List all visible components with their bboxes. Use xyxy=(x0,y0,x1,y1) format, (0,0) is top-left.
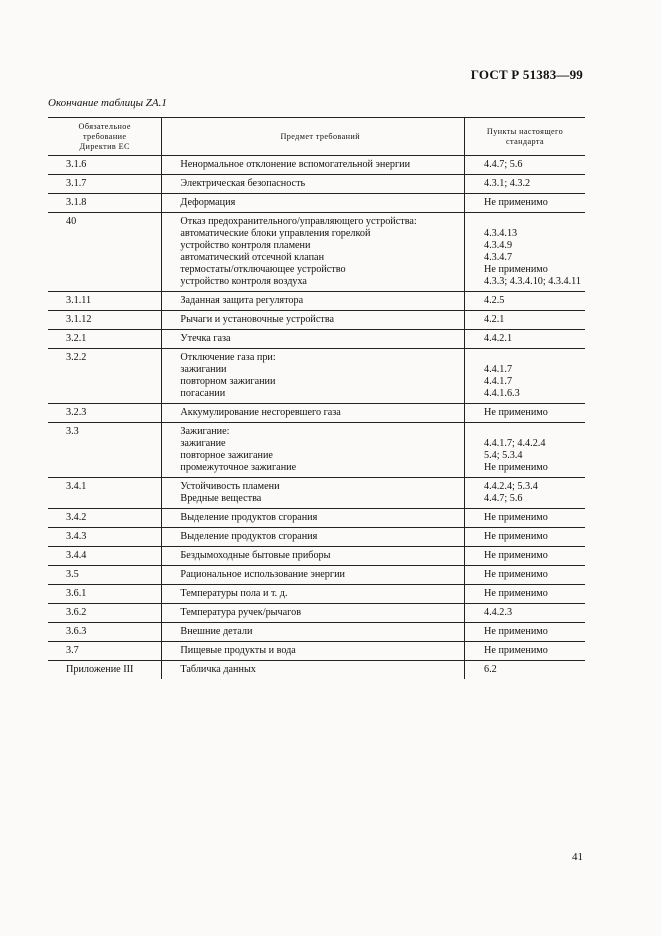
subject-cell-line: Заданная защита регулятора xyxy=(180,295,304,306)
page-number: 41 xyxy=(572,851,583,863)
subject-cell-line: Аккумулирование несгоревшего газа xyxy=(180,407,341,418)
subject-cell-line: автоматический отсечной клапан xyxy=(180,252,325,263)
subject-cell xyxy=(162,311,465,330)
clauses-cell-line: Не применимо xyxy=(484,197,548,208)
requirement-cell: Приложение III xyxy=(48,661,162,680)
table-caption: Окончание таблицы ZA.1 xyxy=(48,97,167,109)
table-row xyxy=(48,642,585,661)
requirement-cell: 3.1.6 xyxy=(48,156,162,175)
clauses-cell-line: 4.4.2.1 xyxy=(484,333,513,344)
subject-cell-line: Температура ручек/рычагов xyxy=(180,607,301,618)
clauses-cell xyxy=(465,404,585,423)
requirement-cell: 3.1.11 xyxy=(48,292,162,311)
clauses-cell xyxy=(465,423,585,478)
clauses-cell-line: Не применимо xyxy=(484,264,548,275)
clauses-cell-line: 4.4.1.7 xyxy=(484,376,513,387)
clauses-cell xyxy=(465,623,585,642)
clauses-cell xyxy=(465,175,585,194)
requirement-cell: 3.2.1 xyxy=(48,330,162,349)
subject-cell xyxy=(162,175,465,194)
subject-cell-line: зажигании xyxy=(180,364,227,375)
clauses-cell-line: Не применимо xyxy=(484,588,548,599)
requirement-cell: 3.4.1 xyxy=(48,478,162,509)
clauses-cell xyxy=(465,349,585,404)
clauses-cell-line: 4.3.4.13 xyxy=(484,228,518,239)
subject-cell-line: Выделение продуктов сгорания xyxy=(180,531,318,542)
clauses-cell xyxy=(465,661,585,680)
subject-cell xyxy=(162,404,465,423)
subject-cell-line: Температуры пола и т. д. xyxy=(180,588,288,599)
subject-cell-line: автоматические блоки управления горелкой xyxy=(180,228,371,239)
document-code: ГОСТ Р 51383—99 xyxy=(470,67,583,82)
subject-cell xyxy=(162,423,465,478)
subject-cell-line: Табличка данных xyxy=(180,664,256,675)
clauses-cell-line: Не применимо xyxy=(484,512,548,523)
requirement-cell: 3.5 xyxy=(48,566,162,585)
subject-cell xyxy=(162,349,465,404)
clauses-cell-line: 4.4.7; 5.6 xyxy=(484,493,523,504)
table-header-row xyxy=(48,118,585,156)
subject-cell xyxy=(162,661,465,680)
table-row xyxy=(48,509,585,528)
clauses-cell-line: Не применимо xyxy=(484,550,548,561)
clauses-cell-line: Не применимо xyxy=(484,626,548,637)
clauses-cell xyxy=(465,194,585,213)
subject-cell-line: Утечка газа xyxy=(180,333,231,344)
column-header-line: стандарта xyxy=(505,136,545,146)
subject-cell-line: зажигание xyxy=(180,438,226,449)
table-row xyxy=(48,349,585,404)
clauses-cell-line: 5.4; 5.3.4 xyxy=(484,450,523,461)
clauses-cell-line: Не применимо xyxy=(484,645,548,656)
subject-cell-line: Рациональное использование энергии xyxy=(180,569,345,580)
table-row xyxy=(48,404,585,423)
requirement-cell: 3.2.3 xyxy=(48,404,162,423)
subject-cell-line: Внешние детали xyxy=(180,626,253,637)
requirement-cell: 3.1.7 xyxy=(48,175,162,194)
subject-cell-line: Ненормальное отклонение вспомогательной энергии xyxy=(180,159,411,170)
clauses-cell xyxy=(465,311,585,330)
clauses-cell-line: 4.2.1 xyxy=(484,314,505,325)
subject-cell xyxy=(162,213,465,292)
subject-cell-line: Устойчивость пламени xyxy=(180,481,280,492)
table-row xyxy=(48,330,585,349)
clauses-cell-line xyxy=(484,216,581,228)
subject-cell-line: Деформация xyxy=(180,197,236,208)
requirement-cell: 3.2.2 xyxy=(48,349,162,404)
subject-cell-line: устройство контроля воздуха xyxy=(180,276,307,287)
clauses-cell-line xyxy=(484,426,581,438)
column-header-standard-clauses xyxy=(465,118,585,156)
subject-cell xyxy=(162,642,465,661)
requirement-cell: 3.6.1 xyxy=(48,585,162,604)
table-row xyxy=(48,194,585,213)
requirements-table xyxy=(48,117,585,679)
requirement-cell: 3.7 xyxy=(48,642,162,661)
requirement-cell: 3.1.8 xyxy=(48,194,162,213)
subject-cell-line: Зажигание: xyxy=(180,426,230,437)
clauses-cell-line: 6.2 xyxy=(484,664,497,675)
subject-cell xyxy=(162,528,465,547)
table-row xyxy=(48,566,585,585)
requirement-cell: 3.4.4 xyxy=(48,547,162,566)
table-row xyxy=(48,156,585,175)
clauses-cell-line: Не применимо xyxy=(484,531,548,542)
column-header-line: Предмет требований xyxy=(280,131,360,141)
column-header-line: требование xyxy=(82,131,127,141)
clauses-cell xyxy=(465,478,585,509)
table-row xyxy=(48,213,585,292)
clauses-cell xyxy=(465,509,585,528)
clauses-cell xyxy=(465,604,585,623)
subject-cell xyxy=(162,478,465,509)
clauses-cell-line: 4.4.7; 5.6 xyxy=(484,159,523,170)
table-row xyxy=(48,528,585,547)
table-row xyxy=(48,175,585,194)
clauses-cell-line: Не применимо xyxy=(484,569,548,580)
clauses-cell-line: 4.3.4.7 xyxy=(484,252,513,263)
subject-cell-line: Пищевые продукты и вода xyxy=(180,645,296,656)
requirement-cell: 3.3 xyxy=(48,423,162,478)
table-row xyxy=(48,623,585,642)
clauses-cell-line: 4.2.5 xyxy=(484,295,505,306)
clauses-cell xyxy=(465,566,585,585)
column-header-directive-requirement xyxy=(48,118,162,156)
clauses-cell-line: 4.3.4.9 xyxy=(484,240,513,251)
table-row xyxy=(48,585,585,604)
table-row xyxy=(48,547,585,566)
clauses-cell xyxy=(465,292,585,311)
table-row xyxy=(48,478,585,509)
subject-cell-line: повторном зажигании xyxy=(180,376,276,387)
table-row xyxy=(48,292,585,311)
subject-cell xyxy=(162,194,465,213)
clauses-cell xyxy=(465,156,585,175)
clauses-cell-line: 4.3.3; 4.3.4.10; 4.3.4.11 xyxy=(484,276,581,287)
clauses-cell-line xyxy=(484,352,581,364)
subject-cell xyxy=(162,156,465,175)
subject-cell-line: Рычаги и установочные устройства xyxy=(180,314,335,325)
clauses-cell-line: Не применимо xyxy=(484,462,548,473)
clauses-cell xyxy=(465,642,585,661)
column-header-line: Директив ЕС xyxy=(79,141,130,151)
subject-cell xyxy=(162,292,465,311)
requirement-cell: 40 xyxy=(48,213,162,292)
clauses-cell xyxy=(465,330,585,349)
table-row xyxy=(48,311,585,330)
clauses-cell xyxy=(465,213,585,292)
subject-cell-line: термостаты/отключающее устройство xyxy=(180,264,346,275)
clauses-cell-line: 4.4.2.4; 5.3.4 xyxy=(484,481,538,492)
clauses-cell-line: 4.4.1.7; 4.4.2.4 xyxy=(484,438,546,449)
clauses-cell-line: 4.4.2.3 xyxy=(484,607,513,618)
column-header-line: Обязательное xyxy=(78,121,131,131)
table-row xyxy=(48,604,585,623)
clauses-cell xyxy=(465,528,585,547)
clauses-cell-line: 4.3.1; 4.3.2 xyxy=(484,178,531,189)
subject-cell xyxy=(162,509,465,528)
clauses-cell-line: Не применимо xyxy=(484,407,548,418)
table-row xyxy=(48,423,585,478)
subject-cell xyxy=(162,623,465,642)
clauses-cell xyxy=(465,547,585,566)
requirement-cell: 3.6.3 xyxy=(48,623,162,642)
subject-cell xyxy=(162,566,465,585)
clauses-cell xyxy=(465,585,585,604)
requirement-cell: 3.1.12 xyxy=(48,311,162,330)
subject-cell-line: Выделение продуктов сгорания xyxy=(180,512,318,523)
subject-cell-line: Отказ предохранительного/управляющего устройства: xyxy=(180,216,417,227)
requirement-cell: 3.4.2 xyxy=(48,509,162,528)
column-header-subject xyxy=(162,118,465,156)
clauses-cell-line: 4.4.1.6.3 xyxy=(484,388,520,399)
requirement-cell: 3.6.2 xyxy=(48,604,162,623)
clauses-cell-line: 4.4.1.7 xyxy=(484,364,513,375)
subject-cell xyxy=(162,330,465,349)
column-header-line: Пункты настоящего xyxy=(486,126,564,136)
subject-cell-line: промежуточное зажигание xyxy=(180,462,297,473)
subject-cell-line: Электрическая безопасность xyxy=(180,178,306,189)
subject-cell-line: Бездымоходные бытовые приборы xyxy=(180,550,331,561)
table-body xyxy=(48,156,585,680)
table-row xyxy=(48,661,585,680)
subject-cell xyxy=(162,585,465,604)
subject-cell-line: устройство контроля пламени xyxy=(180,240,311,251)
subject-cell xyxy=(162,604,465,623)
subject-cell-line: Вредные вещества xyxy=(180,493,262,504)
subject-cell-line: погасании xyxy=(180,388,226,399)
subject-cell-line: повторное зажигание xyxy=(180,450,273,461)
subject-cell-line: Отключение газа при: xyxy=(180,352,276,363)
requirement-cell: 3.4.3 xyxy=(48,528,162,547)
subject-cell xyxy=(162,547,465,566)
